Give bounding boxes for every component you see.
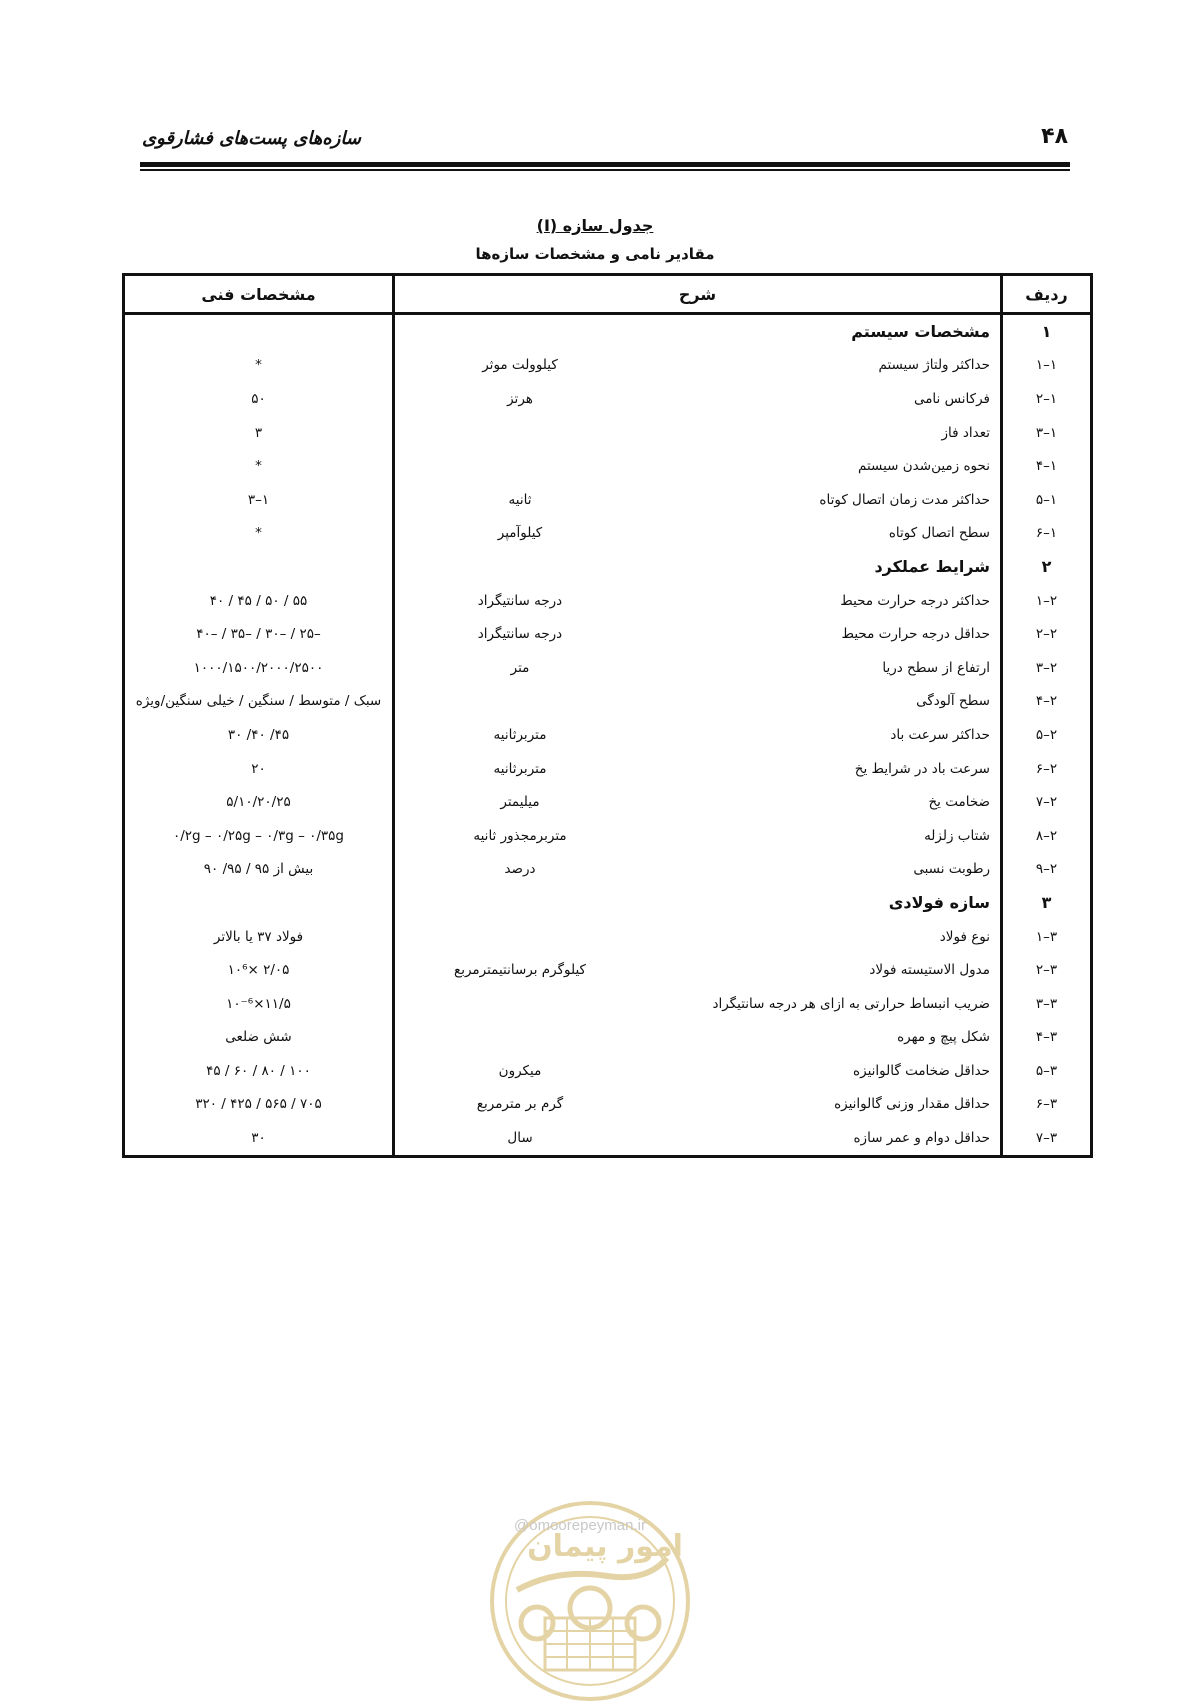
row-number-cell: ۳–۷ — [1002, 1121, 1092, 1156]
unit-text: متر — [510, 659, 530, 676]
row-number-cell: ۲ — [1002, 550, 1092, 584]
description-text: فرکانس نامی — [913, 391, 990, 408]
spec-value-cell: ۷۰۵ / ۵۶۵ / ۴۲۵ / ۳۲۰ — [124, 1088, 394, 1122]
description-cell — [394, 685, 1002, 719]
description-cell — [394, 483, 1002, 517]
table-row — [124, 953, 1092, 987]
description-cell — [394, 382, 1002, 416]
unit-text — [395, 1021, 645, 1055]
unit-text: درجه سانتیگراد — [477, 626, 563, 643]
description-cell — [394, 1054, 1002, 1088]
spec-value-cell: ۴۵/ ۴۰/ ۳۰ — [124, 718, 394, 752]
section-row — [124, 886, 1092, 920]
spec-value-cell — [124, 886, 394, 920]
spec-table — [122, 273, 1093, 1158]
description-text: رطوبت نسبی — [913, 861, 990, 878]
description-text: حداکثر درجه حرارت محیط — [840, 592, 990, 609]
spec-value-cell: * — [124, 517, 394, 551]
table-row — [124, 752, 1092, 786]
description-cell — [394, 584, 1002, 618]
description-text: سطح آلودگی — [916, 693, 990, 710]
description-cell — [394, 1088, 1002, 1122]
header-rule-thick — [140, 162, 1070, 167]
row-number-cell: ۳–۶ — [1002, 1088, 1092, 1122]
description-text: سطح اتصال کوتاه — [888, 525, 990, 542]
table-row — [124, 584, 1092, 618]
unit-text — [395, 685, 645, 719]
description-text: سازه فولادی — [888, 893, 990, 913]
running-header-title: سازه‌های پست‌های فشارقوی — [142, 128, 361, 149]
description-cell — [394, 651, 1002, 685]
spec-value-cell: ۲/۰۵ ×۱۰⁶ — [124, 953, 394, 987]
spec-value-cell: ۱۰۰۰/۱۵۰۰/۲۰۰۰/۲۵۰۰ — [124, 651, 394, 685]
table-row — [124, 685, 1092, 719]
row-number-cell: ۲–۷ — [1002, 785, 1092, 819]
row-number-cell: ۲–۸ — [1002, 819, 1092, 853]
page-number: ۴۸ — [1041, 124, 1068, 149]
row-number-cell: ۲–۹ — [1002, 853, 1092, 887]
description-cell — [394, 920, 1002, 954]
description-cell — [394, 886, 1002, 920]
table-subtitle: مقادیر نامی و مشخصات سازه‌ها — [475, 245, 715, 263]
table-row — [124, 617, 1092, 651]
description-text: شکل پیچ و مهره — [897, 1029, 990, 1046]
unit-text — [395, 449, 645, 483]
row-number-cell: ۱–۴ — [1002, 449, 1092, 483]
description-cell — [394, 449, 1002, 483]
description-text: شتاب زلزله — [924, 827, 990, 844]
table-row — [124, 920, 1092, 954]
description-cell — [394, 987, 1002, 1021]
table-row — [124, 1054, 1092, 1088]
table-row — [124, 718, 1092, 752]
row-number-cell: ۳–۱ — [1002, 920, 1092, 954]
description-text: حداکثر سرعت باد — [890, 726, 990, 743]
description-text: شرایط عملکرد — [874, 557, 990, 577]
description-cell — [394, 617, 1002, 651]
unit-text — [395, 550, 645, 584]
row-number-cell: ۱–۳ — [1002, 416, 1092, 450]
description-text: حداکثر ولتاژ سیستم — [878, 357, 990, 374]
spec-value-cell: * — [124, 349, 394, 383]
table-row — [124, 651, 1092, 685]
description-cell — [394, 550, 1002, 584]
row-number-cell: ۱ — [1002, 314, 1092, 349]
description-cell — [394, 718, 1002, 752]
description-cell — [394, 752, 1002, 786]
table-row — [124, 416, 1092, 450]
spec-value-cell: شش ضلعی — [124, 1021, 394, 1055]
spec-value-cell: ۳ — [124, 416, 394, 450]
row-number-cell: ۳ — [1002, 886, 1092, 920]
description-cell — [394, 785, 1002, 819]
watermark-url: @omoorepeyman.ir — [514, 1517, 646, 1534]
unit-text: ثانیه — [508, 491, 532, 508]
description-cell — [394, 1021, 1002, 1055]
description-text: مشخصات سیستم — [851, 322, 990, 342]
unit-text: گرم بر مترمربع — [476, 1096, 564, 1113]
description-cell — [394, 349, 1002, 383]
table-row — [124, 1021, 1092, 1055]
row-number-cell: ۲–۲ — [1002, 617, 1092, 651]
unit-text: کیلوولت موثر — [482, 357, 558, 374]
row-number-cell: ۲–۱ — [1002, 584, 1092, 618]
spec-value-cell: ۵/۱۰/۲۰/۲۵ — [124, 785, 394, 819]
unit-text: درجه سانتیگراد — [477, 592, 563, 609]
description-cell — [394, 314, 1002, 349]
description-text: ضخامت یخ — [928, 794, 990, 811]
description-text: نحوه زمین‌شدن سیستم — [857, 458, 990, 475]
spec-value-cell: سبک / متوسط / سنگین / خیلی سنگین/ویژه — [124, 685, 394, 719]
table-row — [124, 785, 1092, 819]
spec-value-cell: فولاد ۳۷ یا بالاتر — [124, 920, 394, 954]
row-number-cell: ۲–۴ — [1002, 685, 1092, 719]
spec-value-cell: ۵۵ / ۵۰ / ۴۵ / ۴۰ — [124, 584, 394, 618]
row-number-cell: ۲–۵ — [1002, 718, 1092, 752]
table-body — [124, 314, 1092, 1157]
header-spec: مشخصات فنی — [124, 275, 394, 314]
section-row — [124, 550, 1092, 584]
table-row — [124, 819, 1092, 853]
unit-text — [395, 315, 645, 349]
header-rule-thin — [140, 169, 1070, 171]
unit-text: متربرمجذور ثانیه — [473, 827, 567, 844]
table-header-row — [124, 275, 1092, 314]
description-cell — [394, 416, 1002, 450]
description-cell — [394, 853, 1002, 887]
spec-value-cell: ۱–۳ — [124, 483, 394, 517]
description-text: حداقل درجه حرارت محیط — [841, 626, 990, 643]
row-number-cell: ۱–۶ — [1002, 517, 1092, 551]
table-row — [124, 853, 1092, 887]
unit-text: متربرثانیه — [493, 760, 547, 777]
description-text: حداقل ضخامت گالوانیزه — [853, 1062, 990, 1079]
description-text: سرعت باد در شرایط یخ — [854, 760, 990, 777]
table-row — [124, 1088, 1092, 1122]
description-text: مدول الاستیسته فولاد — [869, 962, 990, 979]
spec-value-cell — [124, 314, 394, 349]
unit-text: سال — [507, 1130, 533, 1147]
unit-text — [395, 920, 645, 954]
row-number-cell: ۳–۴ — [1002, 1021, 1092, 1055]
description-text: تعداد فاز — [941, 424, 990, 441]
spec-value-cell — [124, 550, 394, 584]
unit-text: هرتز — [507, 391, 533, 408]
spec-value-cell: ۰/۲g – ۰/۲۵g – ۰/۳g – ۰/۳۵g — [124, 819, 394, 853]
row-number-cell: ۳–۵ — [1002, 1054, 1092, 1088]
spec-value-cell: بیش از ۹۵ / ۹۵/ ۹۰ — [124, 853, 394, 887]
unit-text — [395, 886, 645, 920]
unit-text — [395, 987, 645, 1021]
table-row — [124, 449, 1092, 483]
row-number-cell: ۳–۲ — [1002, 953, 1092, 987]
description-cell — [394, 517, 1002, 551]
unit-text: درصد — [504, 861, 536, 878]
spec-value-cell: * — [124, 449, 394, 483]
header-description: شرح — [394, 275, 1002, 314]
row-number-cell: ۱–۲ — [1002, 382, 1092, 416]
row-number-cell: ۳–۳ — [1002, 987, 1092, 1021]
description-cell — [394, 819, 1002, 853]
description-text: حداکثر مدت زمان اتصال کوتاه — [819, 491, 990, 508]
description-text: ارتفاع از سطح دریا — [882, 659, 990, 676]
table-row — [124, 483, 1092, 517]
unit-text: میلیمتر — [500, 794, 540, 811]
unit-text: کیلوآمپر — [497, 525, 543, 542]
description-cell — [394, 1121, 1002, 1156]
spec-value-cell: –۲۵ / –۳۰ / –۳۵ / –۴۰ — [124, 617, 394, 651]
description-text: حداقل دوام و عمر سازه — [853, 1130, 990, 1147]
unit-text: میکرون — [498, 1062, 542, 1079]
table-row — [124, 987, 1092, 1021]
table-row — [124, 517, 1092, 551]
description-text: نوع فولاد — [939, 928, 990, 945]
row-number-cell: ۱–۱ — [1002, 349, 1092, 383]
table-row — [124, 1121, 1092, 1156]
table-title: جدول سازه (I) — [536, 216, 654, 235]
spec-value-cell: ۵۰ — [124, 382, 394, 416]
spec-value-cell: ۲۰ — [124, 752, 394, 786]
unit-text: کیلوگرم برسانتیمترمربع — [454, 962, 586, 979]
table-row — [124, 349, 1092, 383]
row-number-cell: ۱–۵ — [1002, 483, 1092, 517]
unit-text: متربرثانیه — [493, 726, 547, 743]
unit-text — [395, 416, 645, 450]
description-text: ضریب انبساط حرارتی به ازای هر درجه سانتیگراد — [712, 995, 990, 1012]
spec-value-cell: ۱۱/۵×۱۰⁻⁶ — [124, 987, 394, 1021]
section-row — [124, 314, 1092, 349]
description-cell — [394, 953, 1002, 987]
table-row — [124, 382, 1092, 416]
header-row-number: ردیف — [1002, 275, 1092, 314]
row-number-cell: ۲–۶ — [1002, 752, 1092, 786]
description-text: حداقل مقدار وزنی گالوانیزه — [834, 1096, 990, 1113]
spec-value-cell: ۱۰۰ / ۸۰ / ۶۰ / ۴۵ — [124, 1054, 394, 1088]
row-number-cell: ۲–۳ — [1002, 651, 1092, 685]
spec-value-cell: ۳۰ — [124, 1121, 394, 1156]
watermark-logo-text: امور پیمان — [527, 1529, 683, 1564]
